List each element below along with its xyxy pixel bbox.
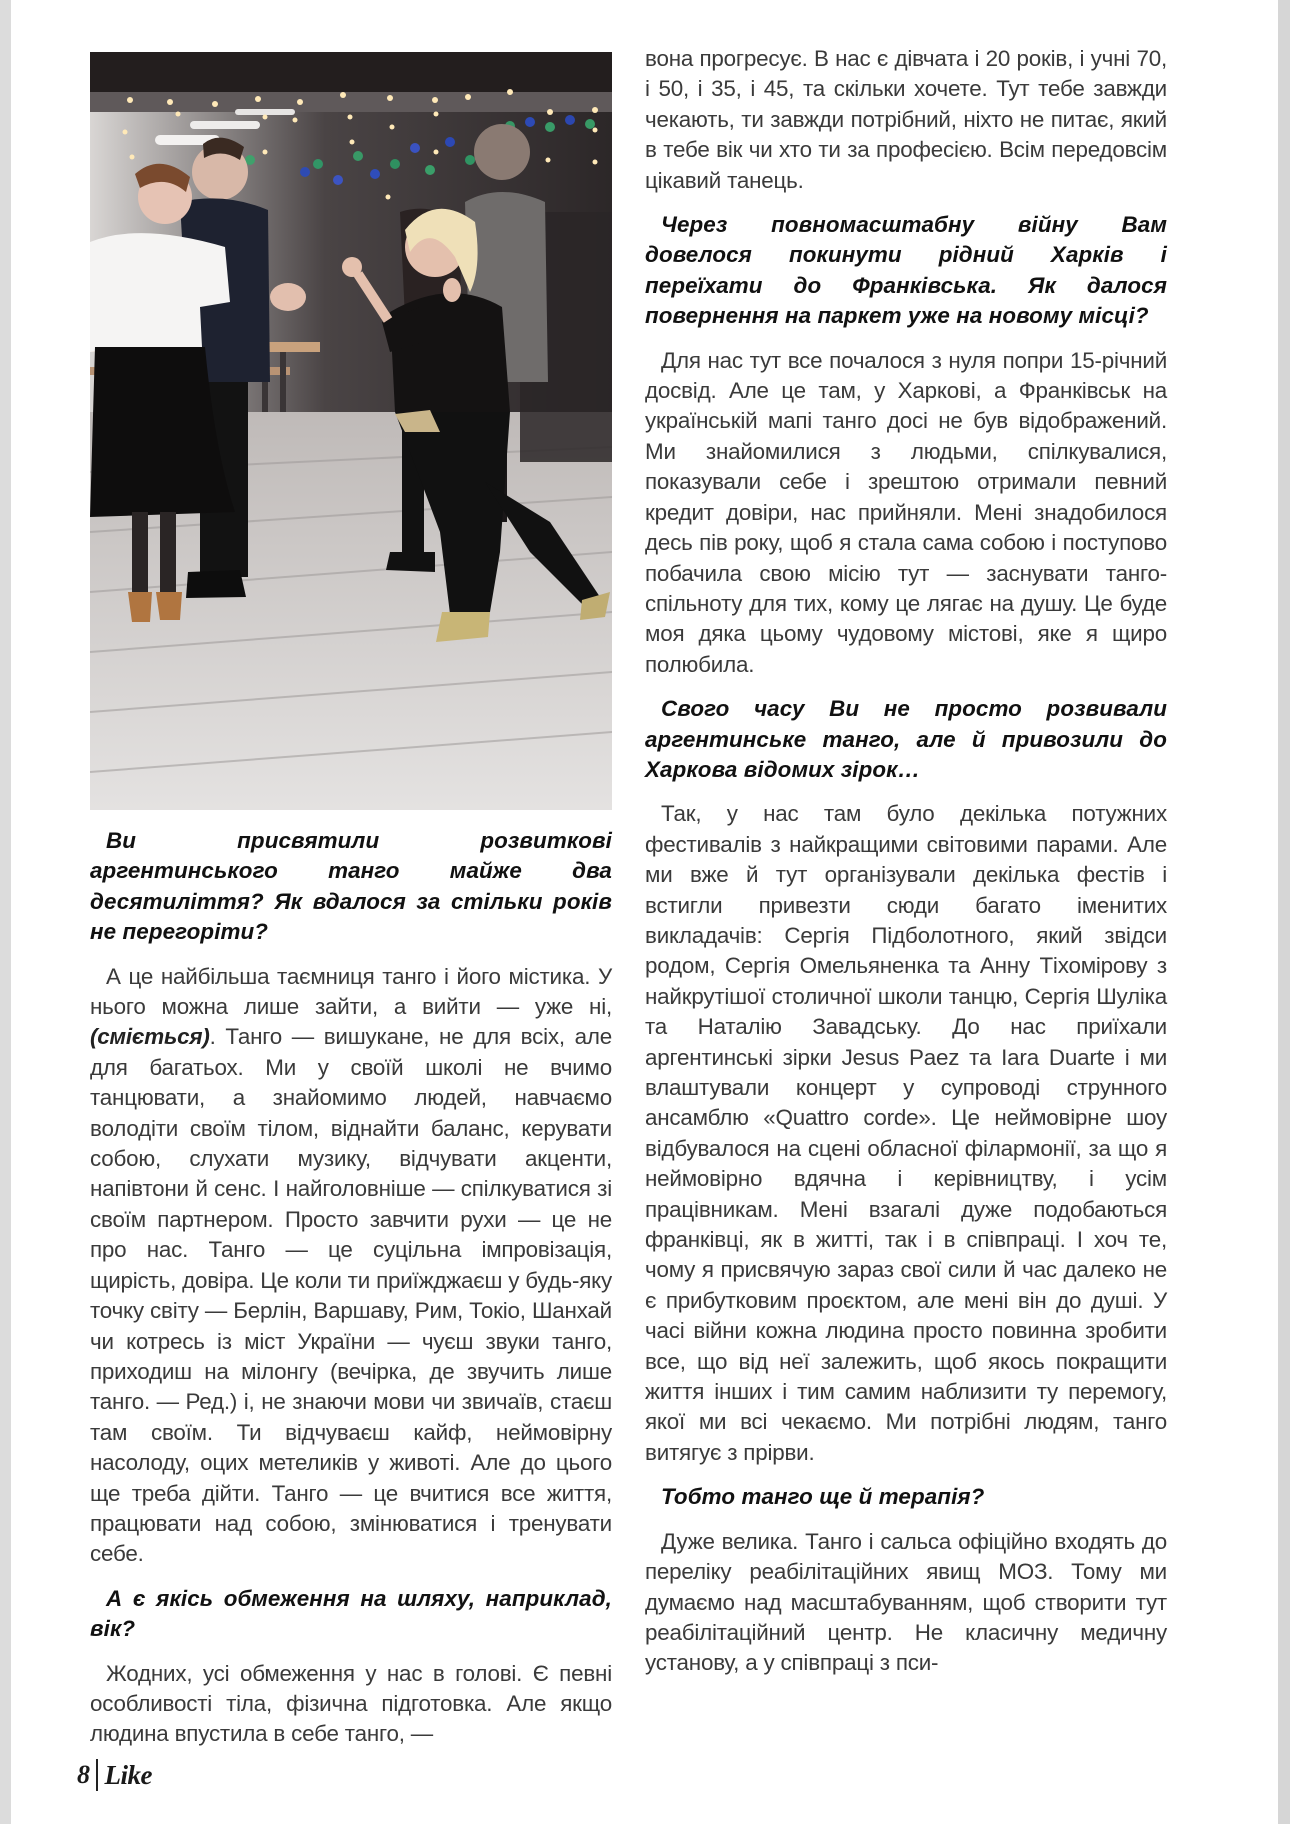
answer-text: . Танго — вишукане, не для всіх, але для багатьох. Ми у своїй школі не вчимо танцювати, а знайомимо людей, навчаємо володіти своїм тілом, віднайти баланс, керувати собою, слухати музику, відчувати акценти, напівтони й сенс. І найголовніше — спілкуватися зі своїм партнером. Просто завчити рухи — це не про нас. Танго — це суцільна імпровізація, щирість, довіра. Це коли ти приїжджаєш у будь-яку точку світу — Берлін, Варшаву, Рим, Токіо, Шанхай чи котресь із міст України — чуєш звуки танго, приходиш на мілонгу (вечірка, де звучить лише танго. — Ред.) і, не знаючи мови чи звичаїв, стаєш там своїм. Ти відчуваєш кайф, неймовірну насолоду, оцих метеликів у животі. Але до цього ще треба дійти. Танго — це вчитися все життя, працювати над собою, змінюватися і тренувати себе.: [90, 1024, 613, 1567]
page-footer: [77, 1757, 152, 1793]
interview-answer-1: [90, 962, 612, 1570]
footer-divider: [96, 1759, 98, 1791]
interview-question-2: А є якісь обмеження на шляху, наприклад, вік?: [90, 1585, 612, 1642]
interview-question-4: Свого часу Ви не просто розвивали аргентинське танго, але й привозили до Харкова відомих зірок…: [645, 696, 1167, 782]
interview-answer-2-continued: вона прогресує. В нас є дівчата і 20 років, і учні 70, і 50, і 35, і 45, та скільки хочете. Тут тебе завжди чекають, ти завжди потрібний, ніхто не питає, який в тебе вік чи хто ти за професією. Всім передовсім цікавий танець.: [645, 46, 1167, 193]
page-edge-right: [1278, 0, 1290, 1824]
interview-question-3: Через повномасштабну війну Вам довелося покинути рідний Харків і переїхати до Франківська. Як далося повернення на паркет уже на новому місці?: [645, 212, 1167, 329]
interview-question-5: Тобто танго ще й терапія?: [661, 1484, 985, 1510]
interview-answer-5: Дуже велика. Танго і сальса офіційно входять до переліку реабілітаційних явищ МОЗ. Тому ми думаємо над масштабуванням, щоб створити тут реабілітаційний центр. Не класичну медичну установу, а у співпраці з пси-: [645, 1528, 1167, 1676]
magazine-name: Like: [104, 1759, 152, 1790]
interview-answer-2: Жодних, усі обмеження у нас в голові. Є певні особливості тіла, фізична підготовка. Але якщо людина впустила в себе танго, —: [90, 1660, 612, 1747]
answer-text: А це найбільша таємниця танго і його містика. У нього можна лише зайти, а вийти — уже ні,: [90, 963, 612, 1020]
interview-question-1: Ви присвятили розвиткові аргентинського танго майже два десятиліття? Як вдалося за стільки років не перегоріти?: [90, 828, 612, 945]
right-column: [645, 44, 1167, 1693]
page-edge-left: [0, 0, 11, 1824]
left-column: [90, 826, 612, 1764]
stage-direction: (сміється): [90, 1024, 210, 1050]
article-photo: [90, 52, 612, 810]
page-number: 8: [77, 1760, 90, 1789]
interview-answer-3: Для нас тут все почалося з нуля попри 15-річний досвід. Але це там, у Харкові, а Франківськ на українській мапі танго досі не був відображений. Ми знайомилися з людьми, спілкувалися, показували себе і зрештою отримали певний кредит довіри, нас прийняли. Мені знадобилося десь пів року, щоб я стала сама собою і поступово побачила свою місію тут — заснувати танго-спільноту для тих, кому це лягає на душу. Це буде моя дяка цьому чудовому містові, яке я щиро полюбила.: [645, 347, 1167, 677]
interview-answer-4: Так, у нас там було декілька потужних фестивалів з найкращими світовими парами. Але ми вже й тут організували декілька фестів і встигли привезти сюди багато іменитих викладачів: Сергія Підболотного, який звідси родом, Сергія Омельяненка та Анну Тіхомірову з найкрутішої столичної школи танцю, Сергія Шуліка та Наталію Завадську. До нас приїхали аргентинські зірки Jesus Paez та Iara Duarte і ми влаштували концерт у супроводі струнного ансамблю «Quattro corde». Це неймовірне шоу відбувалося на сцені обласної філармонії, за що я неймовірно вдячна і керівництву, і усім працівникам. Мені взагалі дуже подобаються франківці, як в житті, так і в співпраці. І хоч те, чому я присвячую зараз свої сили й час далеко не є прибутковим проєктом, але мені він до душі. У часі війни кожна людина просто повинна зробити все, що від неї залежить, щоб якось покращити життя інших і тим самим наблизити ту перемогу, якої ми всі чекаємо. Ми потрібні людям, танго витягує з прірви.: [645, 801, 1167, 1465]
